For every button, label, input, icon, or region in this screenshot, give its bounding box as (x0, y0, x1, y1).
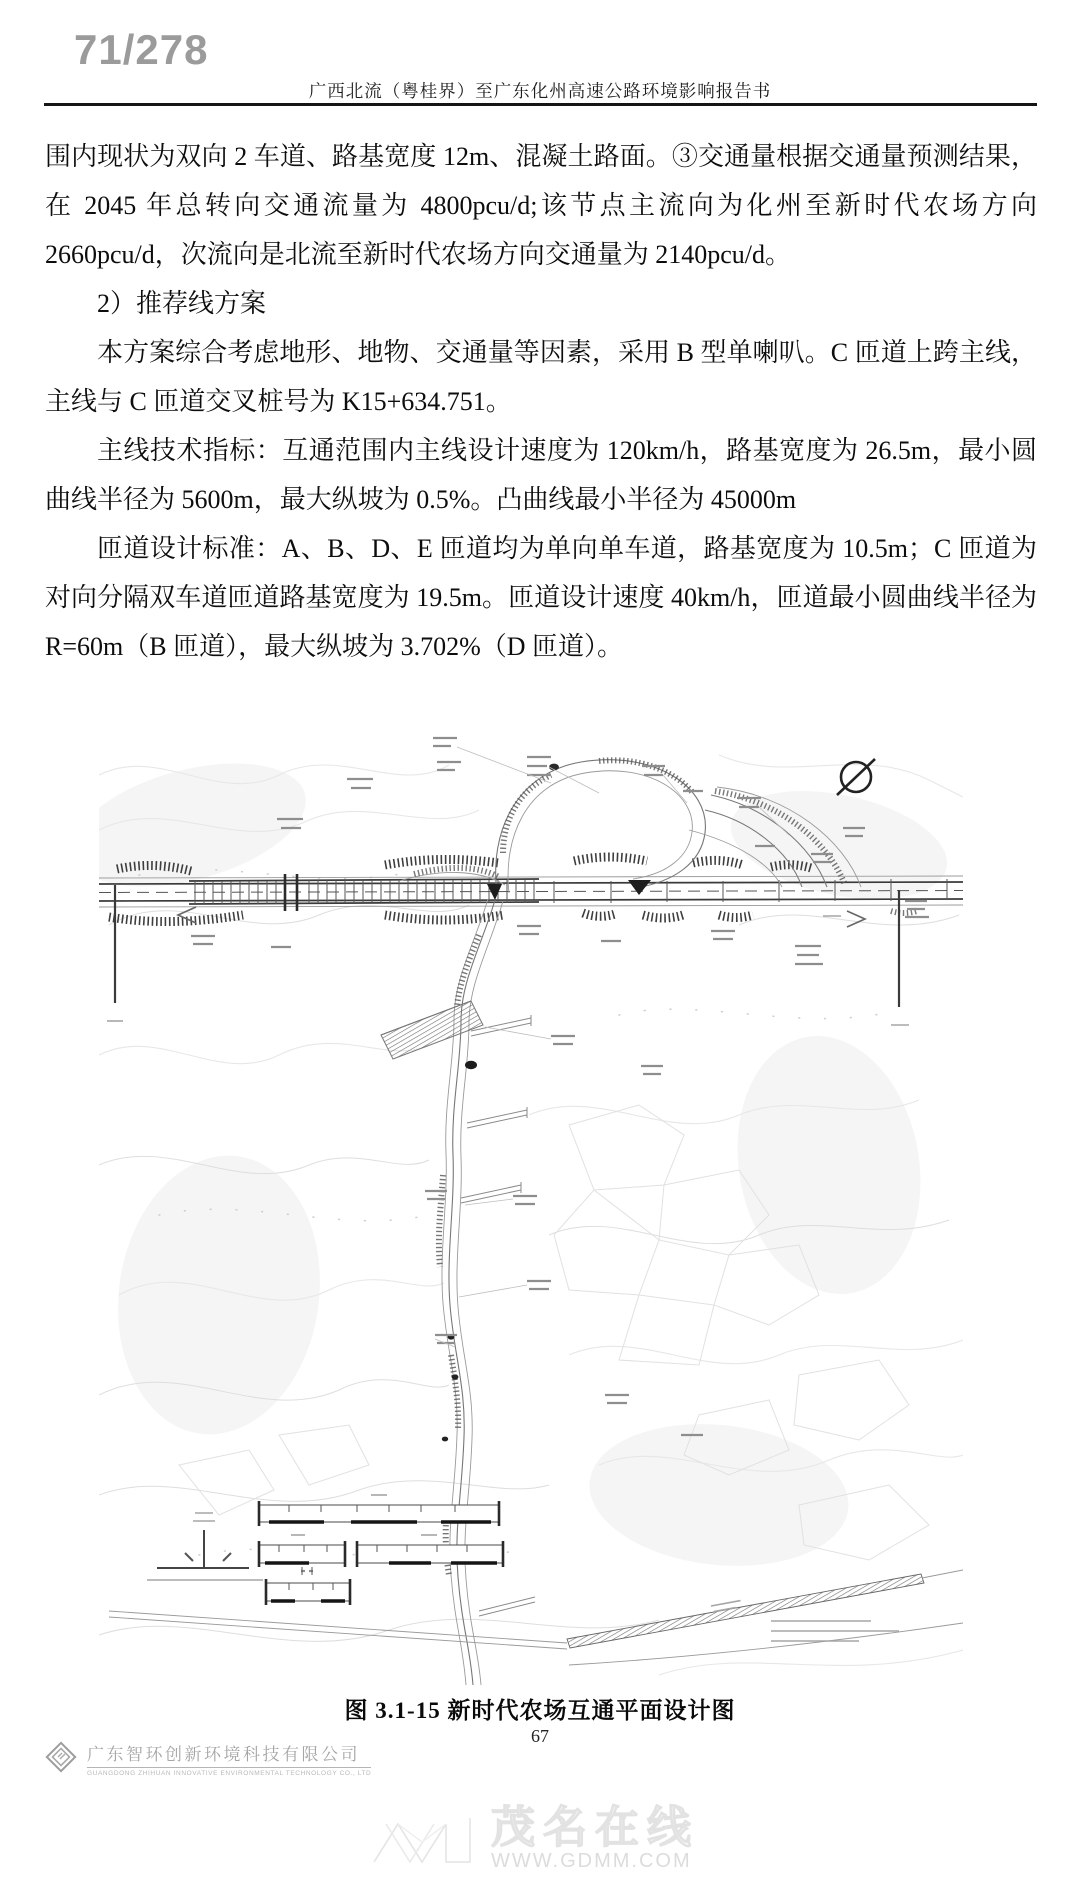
figure-3-1-15 (99, 735, 963, 1688)
section-marker (147, 1513, 263, 1580)
company-logo-icon (44, 1740, 78, 1779)
watermark-url: WWW.GDMM.COM (491, 1850, 692, 1872)
paragraph: 主线技术指标：互通范围内主线设计速度为 120km/h，路基宽度为 26.5m，最小圆曲线半径为 5600m，最大纵坡为 0.5%。凸曲线最小半径为 45000m (45, 436, 1037, 514)
elevation-strips (147, 1495, 503, 1605)
company-logo (44, 1740, 371, 1779)
figure-caption: 图 3.1-15 新时代农场互通平面设计图 (344, 1698, 736, 1723)
paragraph: 本方案综合考虑地形、地物、交通量等因素，采用 B 型单喇叭。C 匝道上跨主线，主线与 C 匝道交叉桩号为 K15+634.751。 (45, 338, 1037, 416)
terrain-shading (99, 741, 957, 1578)
company-name-cn: 广东智环创新环境科技有限公司 (87, 1740, 371, 1768)
page-indicator: 71/278 (74, 26, 209, 73)
header-rule (44, 103, 1037, 106)
paragraph: 围内现状为双向 2 车道、路基宽度 12m、混凝土路面。③交通量根据交通量预测结果，在 2045 年总转向交通流量为 4800pcu/d;该节点主流向为化州至新时代农场方向 2660pcu/d，次流向是北流至新时代农场方向交通量为 2140pcu/d。 (45, 142, 1037, 269)
body-text (45, 132, 1037, 671)
south-ramp (381, 899, 535, 1685)
watermark-text: 茂名在线 (491, 1803, 699, 1852)
interchange-plan-map (99, 735, 963, 1688)
document-title: 广西北流（粤桂界）至广东化州高速公路环境影响报告书 (308, 81, 772, 101)
watermark-logo-icon (372, 1810, 477, 1873)
page-number: 67 (531, 1726, 549, 1746)
existing-road (109, 1570, 963, 1665)
site-watermark (372, 1803, 699, 1873)
paragraph: 2）推荐线方案 (97, 289, 267, 318)
company-name-en: GUANGDONG ZHIHUAN INNOVATIVE ENVIRONMENTAL TECHNOLOGY CO., LTD (87, 1770, 372, 1777)
paragraph: 匝道设计标准：A、B、D、E 匝道均为单向单车道，路基宽度为 10.5m；C 匝道为对向分隔双车道匝道路基宽度为 19.5m。匝道设计速度 40km/h，匝道最小圆曲线半径为 R=60m（B 匝道），最大纵坡为 3.702%（D 匝道）。 (45, 534, 1037, 661)
